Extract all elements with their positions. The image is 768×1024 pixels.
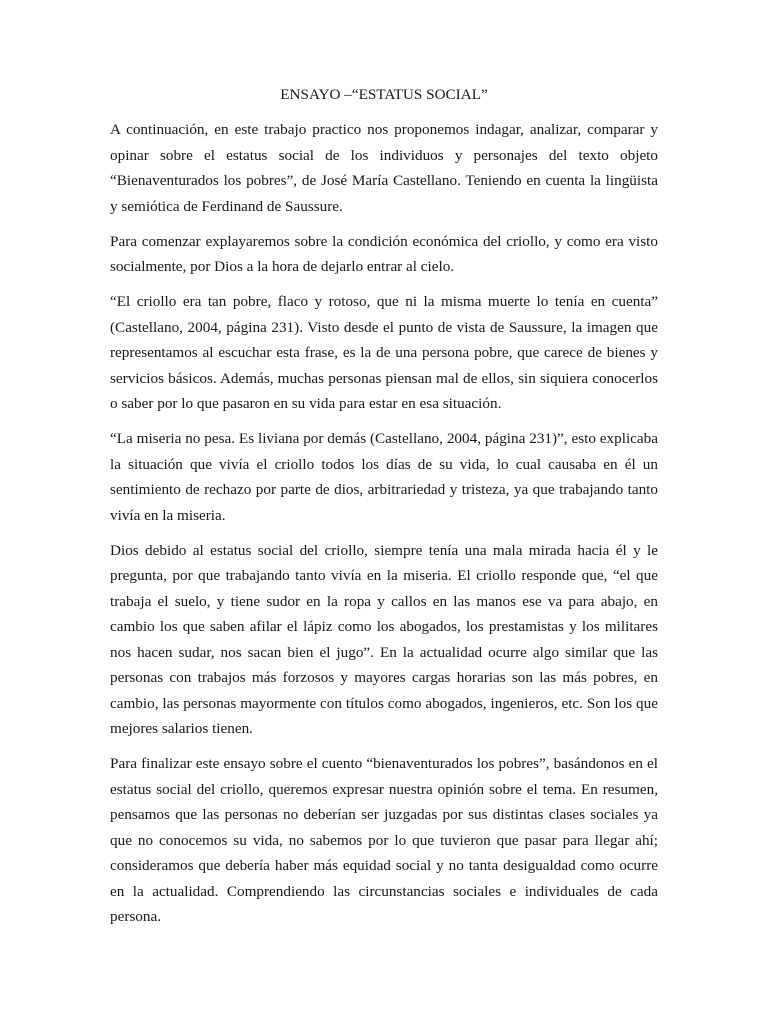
paragraph-economic-condition: Para comenzar explayaremos sobre la condición económica del criollo, y como era visto socialmente, por Dios a la hora de dejarlo entrar al cielo. xyxy=(110,232,658,275)
paragraph-quote-misery: “La miseria no pesa. Es liviana por demás (Castellano, 2004, página 231)”, esto explicaba la situación que vivía el criollo todos los días de su vida, lo cual causaba en él un sentimiento de rechazo por parte de dios, arbitrariedad y tristeza, ya que trabajando tanto vivía en la miseria. xyxy=(110,430,658,524)
paragraph-god-and-criollo: Dios debido al estatus social del criollo, siempre tenía una mala mirada hacia él y le pregunta, por que trabajando tanto vivía en la miseria. El criollo responde que, “el que trabaja el suelo, y tiene sudor en la ropa y callos en las manos ese va para abajo, en cambio los que saben afilar el lápiz como los abogados, los prestamistas y los militares nos hacen sudar, nos sacan bien el jugo”. En la actualidad ocurre algo similar que las personas con trabajos más forzosos y mayores cargas horarias son las más pobres, en cambio, las personas mayormente con títulos como abogados, ingenieros, etc. Son los que mejores salarios tienen. xyxy=(110,541,658,737)
document-title: ENSAYO –“ESTATUS SOCIAL” xyxy=(280,86,488,103)
paragraph-quote-poverty: “El criollo era tan pobre, flaco y rotoso, que ni la misma muerte lo tenía en cuenta” (Castellano, 2004, página 231). Visto desde el punto de vista de Saussure, la imagen que representamos al escuchar esta frase, es la de una persona pobre, que carece de bienes y servicios básicos. Además, muchas personas piensan mal de ellos, sin siquiera conocerlos o saber por lo que pasaron en su vida para estar en esa situación. xyxy=(110,293,658,412)
paragraph-introduction: A continuación, en este trabajo practico nos proponemos indagar, analizar, comparar y opinar sobre el estatus social de los individuos y personajes del texto objeto “Bienaventurados los pobres”, de José María Castellano. Teniendo en cuenta la lingüista y semiótica de Ferdinand de Saussure. xyxy=(110,121,658,215)
paragraph-conclusion: Para finalizar este ensayo sobre el cuento “bienaventurados los pobres”, basándonos en el estatus social del criollo, queremos expresar nuestra opinión sobre el tema. En resumen, pensamos que las personas no deberían ser juzgadas por sus distintas clases sociales ya que no conocemos su vida, no sabemos por lo que tuvieron que pasar para llegar ahí; consideramos que debería haber más equidad social y no tanta desigualdad como ocurre en la actualidad. Comprendiendo las circunstancias sociales e individuales de cada persona. xyxy=(110,755,658,925)
document-body xyxy=(110,117,658,939)
